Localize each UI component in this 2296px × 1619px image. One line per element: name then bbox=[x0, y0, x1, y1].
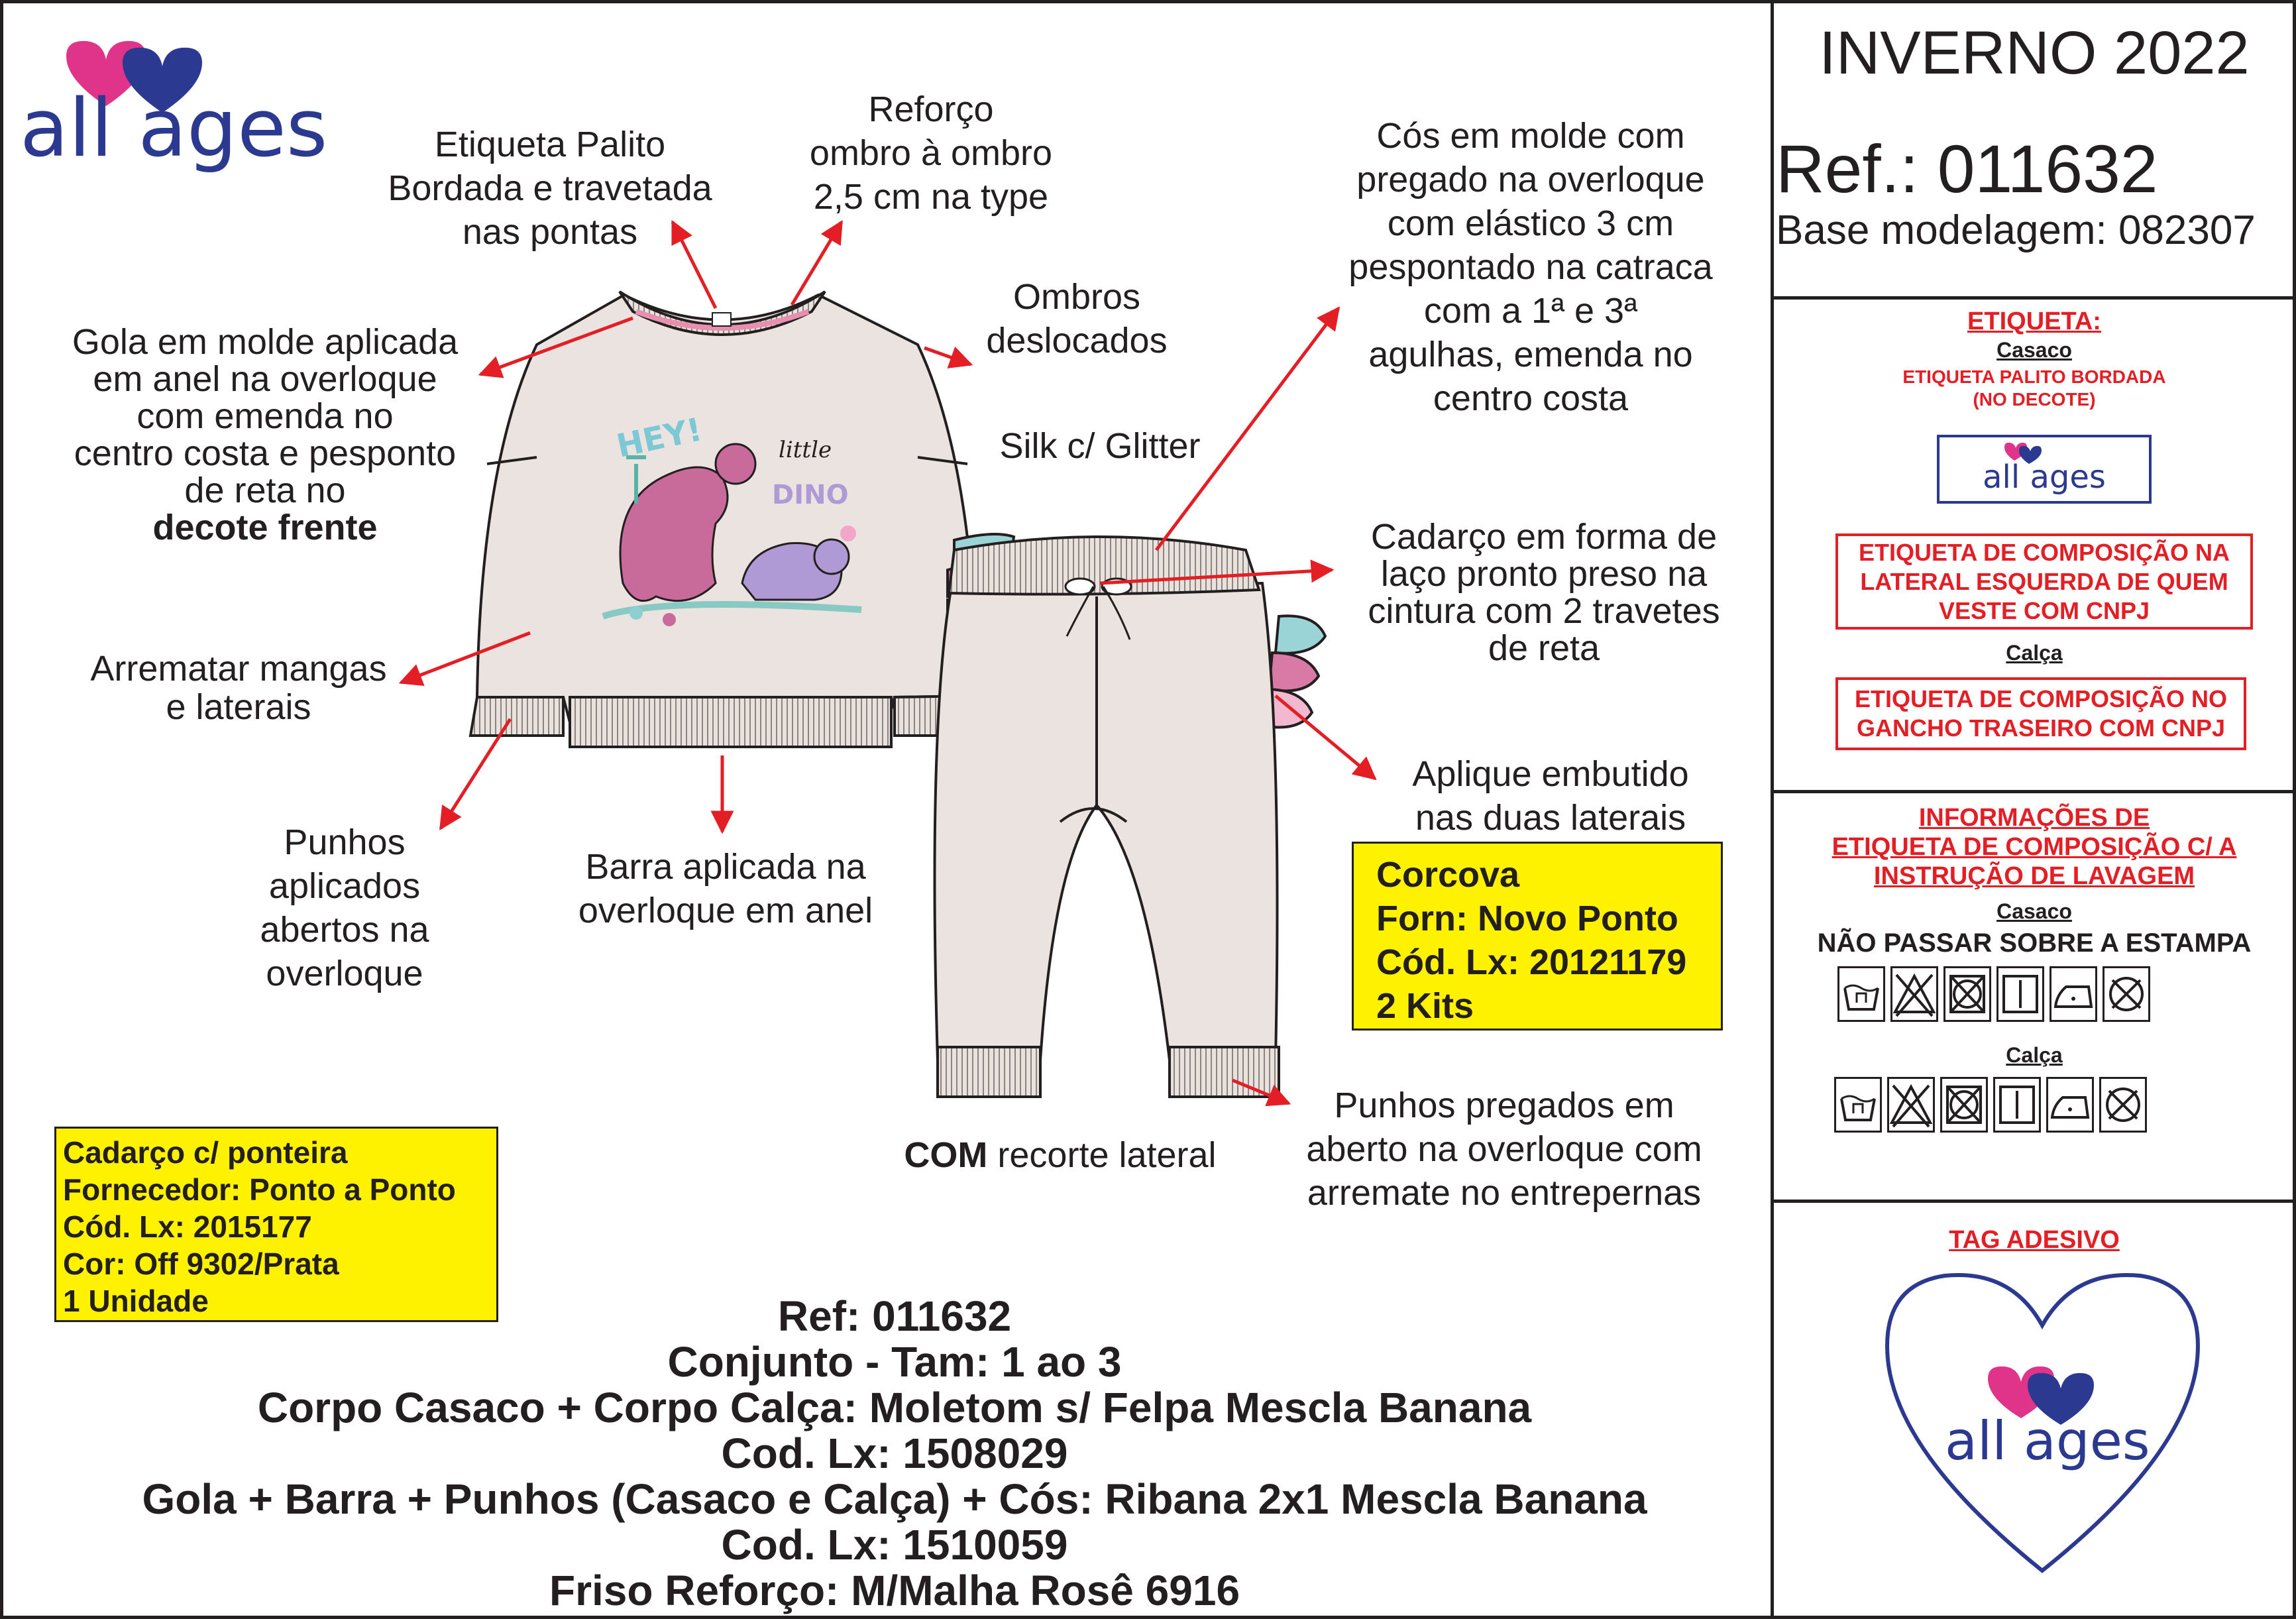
info-title: INFORMAÇÕES DE ETIQUETA DE COMPOSIÇÃO C/ A INSTRUÇÃO DE LAVAGEM bbox=[1831, 804, 2237, 890]
iron-icon bbox=[2046, 1077, 2094, 1133]
wash-icon bbox=[1834, 1077, 1882, 1133]
line-dry-icon bbox=[1993, 1077, 2041, 1133]
base-modelagem: Base modelagem: 082307 bbox=[1776, 207, 2256, 253]
palito-text: ETIQUETA PALITO BORDADA (NO DECOTE) bbox=[1902, 366, 2166, 410]
callout-aplique: Aplique embutido nas duas laterais bbox=[1412, 754, 1689, 838]
cadarco-box: Cadarço c/ ponteira Fornecedor: Ponto a Ponto Cód. Lx: 2015177 Cor: Off 9302/Prata 1 Unidade bbox=[54, 1127, 498, 1322]
callout-punhos-pregados: Punhos pregados em aberto na overloque com arremate no entrepernas bbox=[1306, 1086, 1702, 1213]
callout-recorte: COM recorte lateral bbox=[904, 1135, 1217, 1175]
season-title: INVERNO 2022 bbox=[1819, 19, 2250, 87]
tag-adesivo-title: TAG ADESIVO bbox=[1949, 1226, 2120, 1254]
callout-etiqueta-palito: Etiqueta Palito Bordada e travetada nas pontas bbox=[388, 125, 712, 252]
recorte-bold: COM bbox=[904, 1135, 988, 1175]
sweatshirt-drawing bbox=[470, 292, 984, 747]
casaco-heading: Casaco bbox=[1996, 338, 2072, 362]
callout-gola: Gola em molde aplicada em anel na overloque com emenda no centro costa e pesponto de reta no decote frente bbox=[46, 323, 484, 546]
print-little: little bbox=[779, 437, 832, 463]
no-bleach-icon bbox=[1890, 966, 1938, 1022]
callout-silk: Silk c/ Glitter bbox=[999, 426, 1201, 466]
callout-barra: Barra aplicada na overloque em anel bbox=[578, 847, 873, 930]
label-logo-text: all ages bbox=[1983, 459, 2106, 496]
gola-bold-text: decote frente bbox=[152, 508, 378, 547]
no-tumble-dry-icon bbox=[1940, 1077, 1988, 1133]
callout-cos: Cós em molde com pregado na overloque com elástico 3 cm pespontado na catraca com a 1ª e 3ª agulhas, emenda no centro costa bbox=[1348, 116, 1713, 418]
spec-block: Ref: 011632 Conjunto - Tam: 1 ao 3 Corpo Casaco + Corpo Calça: Moletom s/ Felpa Mescla Banana Cod. Lx: 1508029 Gola + Barra + Punhos (Casaco e Calça) + Cós: Ribana 2x1 Mescla Banana Cod. Lx: 1510059 Friso Reforço: M/Malha Rosê 6916 bbox=[142, 1292, 1647, 1614]
no-tumble-dry-icon bbox=[1943, 966, 1991, 1022]
nao-passar-text: NÃO PASSAR SOBRE A ESTAMPA bbox=[1817, 928, 2252, 958]
no-dry-clean-icon bbox=[2099, 1077, 2147, 1133]
no-dry-clean-icon bbox=[2103, 966, 2150, 1022]
calca-heading-2: Calça bbox=[2006, 1043, 2063, 1067]
ref-title: Ref.: 011632 bbox=[1776, 131, 2158, 207]
calca-heading: Calça bbox=[2006, 641, 2063, 665]
heart-tag-logo: all ages bbox=[1945, 1410, 2150, 1472]
callout-ombros: Ombros deslocados bbox=[986, 277, 1168, 361]
print-hey: HEY! bbox=[613, 411, 706, 465]
care-symbols-calca bbox=[1834, 1077, 2147, 1133]
pants-drawing bbox=[935, 534, 1326, 1097]
care-symbols-casaco bbox=[1837, 966, 2150, 1022]
brand-logo: all ages bbox=[20, 83, 328, 175]
callout-punhos-abertos: Punhos aplicados abertos na overloque bbox=[260, 822, 429, 993]
composicao-calca-box: ETIQUETA DE COMPOSIÇÃO NO GANCHO TRASEIRO COM CNPJ bbox=[1835, 677, 2246, 750]
no-bleach-icon bbox=[1887, 1077, 1935, 1133]
callout-reforco: Reforço ombro à ombro 2,5 cm na type bbox=[809, 89, 1053, 217]
composicao-casaco-box: ETIQUETA DE COMPOSIÇÃO NA LATERAL ESQUERDA DE QUEM VESTE COM CNPJ bbox=[1835, 533, 2253, 630]
casaco-heading-2: Casaco bbox=[1996, 899, 2072, 923]
callout-cadarco-laco: Cadarço em forma de laço pronto preso na cintura com 2 travetes de reta bbox=[1368, 517, 1720, 668]
line-dry-icon bbox=[1996, 966, 2044, 1022]
corcova-box: Corcova Forn: Novo Ponto Cód. Lx: 20121179 2 Kits bbox=[1352, 842, 1723, 1031]
etiqueta-title: ETIQUETA: bbox=[1967, 307, 2101, 335]
wash-icon bbox=[1837, 966, 1885, 1022]
iron-icon bbox=[2050, 966, 2097, 1022]
callout-arrematar: Arrematar mangas e laterais bbox=[90, 649, 387, 727]
print-dino: DINO bbox=[772, 480, 849, 510]
